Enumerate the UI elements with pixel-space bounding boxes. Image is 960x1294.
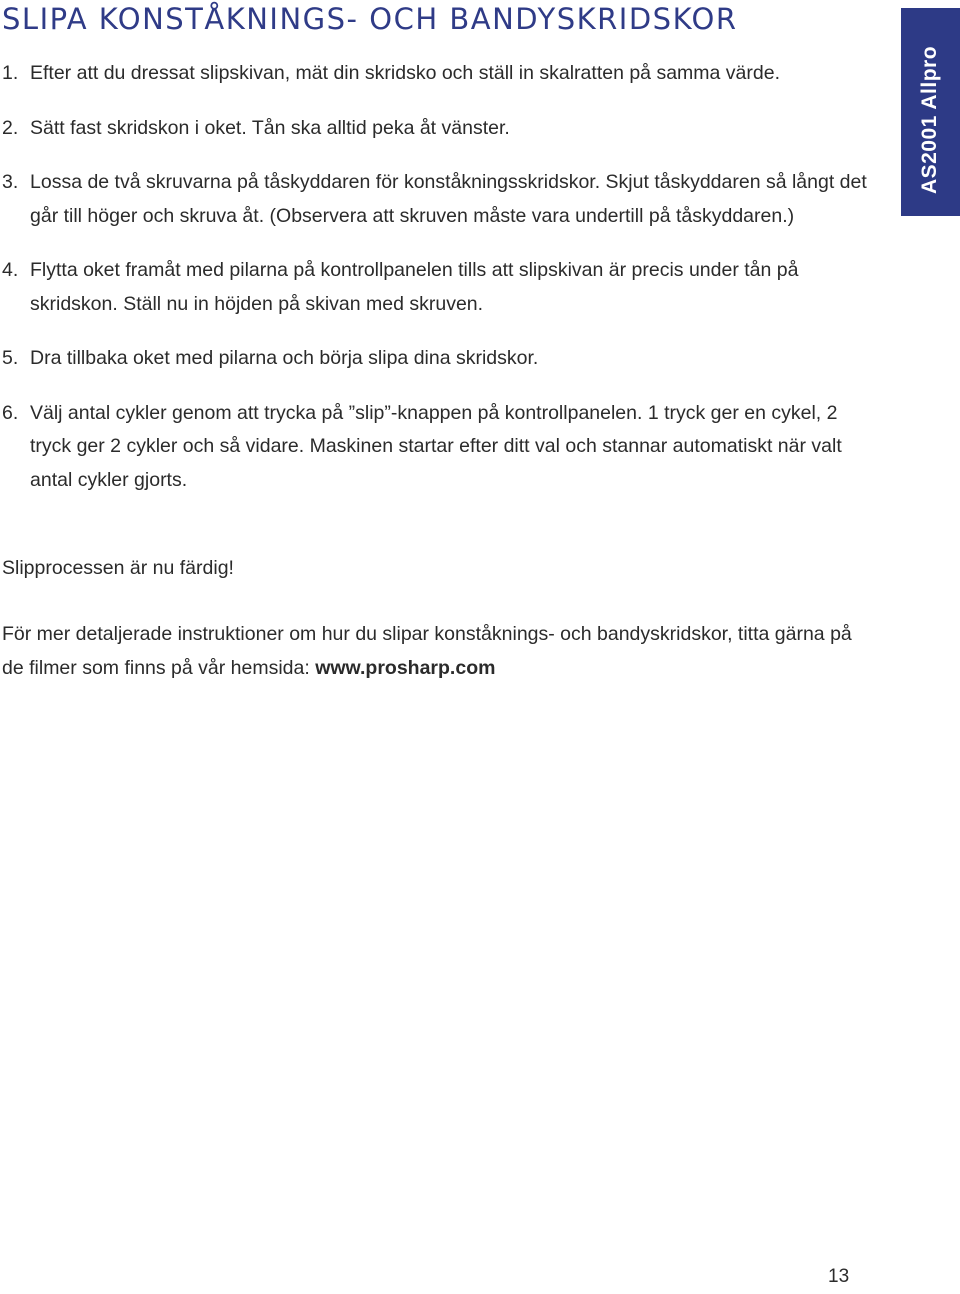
step-item — [0, 397, 880, 498]
step-number: 5. — [2, 347, 19, 369]
more-info-text: För mer detaljerade instruktioner om hur du slipar konståknings- och bandyskridskor, titta gärna på de filmer som finns på vår hemsida: — [2, 623, 852, 679]
step-text: Lossa de två skruvarna på tåskyddaren för konståkningsskridskor. Skjut tåskyddaren så långt det går till höger och skruva åt. (Observera att skruven måste vara undertill på tåskyddaren.) — [30, 171, 867, 227]
website-link[interactable]: www.prosharp.com — [315, 656, 496, 679]
step-text: Efter att du dressat slipskivan, mät din skridsko och ställ in skalratten på samma värde. — [30, 62, 780, 84]
more-info-paragraph — [2, 618, 872, 685]
step-number: 6. — [2, 401, 19, 424]
step-item — [0, 112, 880, 146]
step-text: Sätt fast skridskon i oket. Tån ska alltid peka åt vänster. — [30, 116, 510, 139]
step-number: 4. — [2, 259, 19, 281]
step-text: Dra tillbaka oket med pilarna och börja slipa dina skridskor. — [30, 347, 539, 369]
step-item — [0, 254, 880, 321]
step-item — [0, 342, 880, 376]
step-number: 3. — [2, 171, 19, 193]
step-item — [0, 57, 880, 91]
step-text: Välj antal cykler genom att trycka på ”slip”-knappen på kontrollpanelen. 1 tryck ger en cykel, 2 tryck ger 2 cykler och så vidare. Maskinen startar efter ditt val och stannar automatiskt när valt antal cykler gjorts. — [30, 401, 842, 491]
step-number: 1. — [2, 62, 19, 84]
step-item — [0, 166, 880, 233]
step-text: Flytta oket framåt med pilarna på kontrollpanelen tills att slipskivan är precis under tån på skridskon. Ställ nu in höjden på skivan med skruven. — [30, 259, 799, 315]
page-title: SLIPA KONSTÅKNINGS- OCH BANDYSKRIDSKOR — [2, 2, 738, 36]
product-name-label: AS2001 Allpro — [918, 45, 941, 195]
instruction-steps — [0, 57, 880, 518]
step-number: 2. — [2, 116, 19, 139]
completion-text: Slipprocessen är nu färdig! — [2, 557, 234, 579]
page-number: 13 — [828, 1266, 850, 1287]
product-side-tab — [901, 8, 960, 216]
